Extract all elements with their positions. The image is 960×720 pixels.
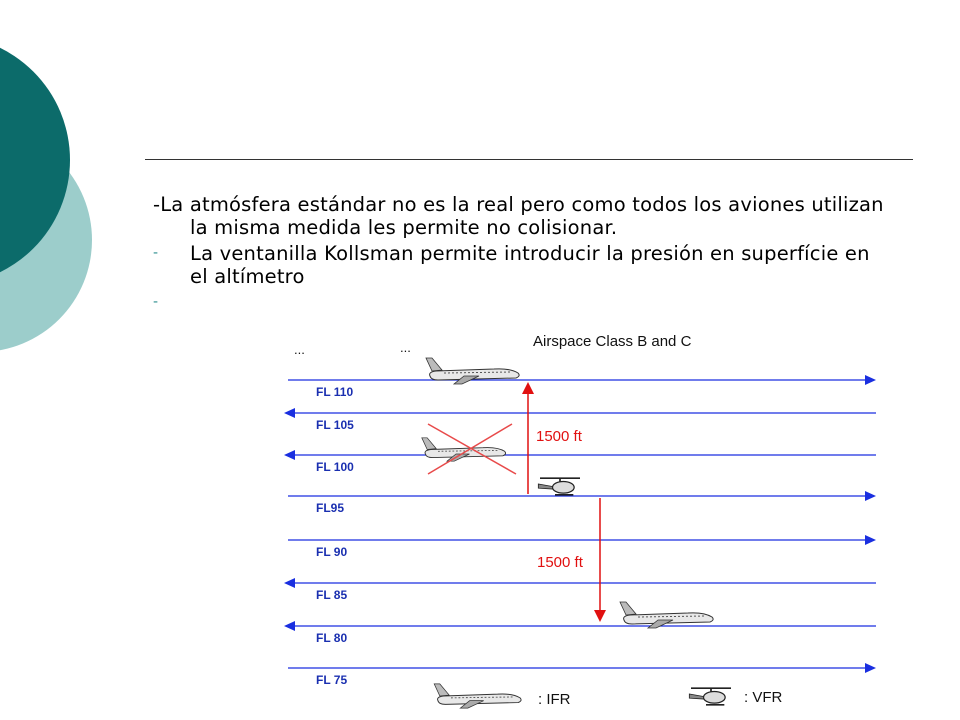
arrowhead-west <box>284 408 295 418</box>
ellipsis-left: ... <box>294 342 305 357</box>
airliner-icon <box>434 684 521 708</box>
legend-ifr: : IFR <box>538 691 571 708</box>
flight-level-label: FL 110 <box>316 385 354 399</box>
separation-label-2: 1500 ft <box>537 554 583 571</box>
diagram-title: Airspace Class B and C <box>533 333 692 350</box>
helicopter-icon <box>689 688 731 705</box>
airliner-icon <box>422 438 506 461</box>
flight-level-label: FL 85 <box>316 588 348 602</box>
arrowhead-west <box>284 450 295 460</box>
flight-level-label: FL 80 <box>316 631 348 645</box>
ellipsis-right: ... <box>400 340 411 355</box>
arrowhead-east <box>865 491 876 501</box>
bullet-marker: - <box>153 294 159 310</box>
bullet-1-text: La ventanilla Kollsman permite introducir la presión en superfície en el altímetro <box>190 242 870 288</box>
flight-level-label: FL 105 <box>316 418 354 432</box>
helicopter-icon <box>538 478 580 495</box>
airliner-icon <box>620 602 713 628</box>
flight-level-label: FL 75 <box>316 673 348 687</box>
separation-label-1: 1500 ft <box>536 428 582 445</box>
flight-level-label: FL95 <box>316 501 345 515</box>
arrowhead-east <box>865 663 876 673</box>
arrowhead-east <box>865 535 876 545</box>
separation-arrow-down <box>594 498 606 622</box>
arrowhead-west <box>284 621 295 631</box>
paragraph-1: -La atmósfera estándar no es la real pero como todos los aviones utilizan la misma medida les permite no colisionar. <box>153 193 884 239</box>
flight-level-label: FL 100 <box>316 460 354 474</box>
arrowhead-east <box>865 375 876 385</box>
flight-level-label: FL 90 <box>316 545 348 559</box>
separation-arrow-up <box>522 382 534 494</box>
bullet-marker: - <box>153 245 159 261</box>
legend-vfr: : VFR <box>744 689 783 706</box>
arrowhead-west <box>284 578 295 588</box>
